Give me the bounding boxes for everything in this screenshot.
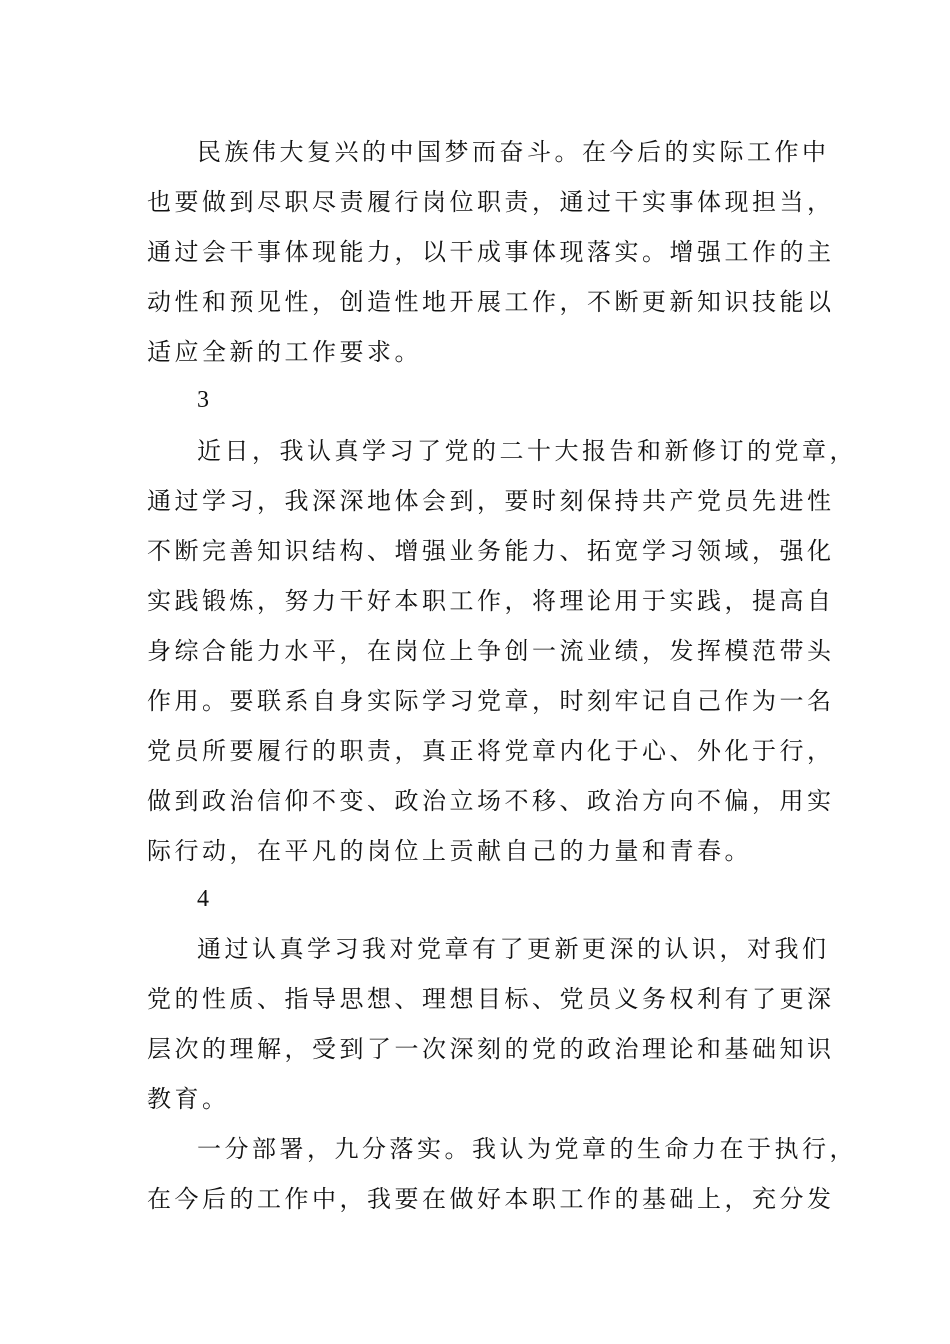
- text-line: 实践锻炼，努力干好本职工作，将理论用于实践，提高自: [147, 587, 835, 615]
- section-number: 3: [197, 387, 209, 413]
- text-line: 际行动，在平凡的岗位上贡献自己的力量和青春。: [147, 837, 752, 865]
- text-line: 近日，我认真学习了党的二十大报告和新修订的党章，: [197, 437, 857, 465]
- text-line: 做到政治信仰不变、政治立场不移、政治方向不偏，用实: [147, 787, 835, 815]
- text-line: 动性和预见性，创造性地开展工作，不断更新知识技能以: [147, 288, 835, 316]
- text-line: 民族伟大复兴的中国梦而奋斗。在今后的实际工作中: [197, 138, 830, 166]
- text-line: 适应全新的工作要求。: [147, 338, 422, 366]
- text-line: 党的性质、指导思想、理想目标、党员义务权利有了更深: [147, 985, 835, 1013]
- text-line: 在今后的工作中，我要在做好本职工作的基础上，充分发: [147, 1185, 835, 1213]
- text-line: 通过学习，我深深地体会到，要时刻保持共产党员先进性: [147, 487, 835, 515]
- text-line: 教育。: [147, 1085, 230, 1113]
- text-line: 党员所要履行的职责，真正将党章内化于心、外化于行，: [147, 737, 835, 765]
- text-line: 作用。要联系自身实际学习党章，时刻牢记自己作为一名: [147, 687, 835, 715]
- text-line: 通过认真学习我对党章有了更新更深的认识，对我们: [197, 935, 830, 963]
- section-number: 4: [197, 886, 209, 912]
- text-line: 层次的理解，受到了一次深刻的党的政治理论和基础知识: [147, 1035, 835, 1063]
- text-line: 身综合能力水平，在岗位上争创一流业绩，发挥模范带头: [147, 637, 835, 665]
- text-line: 通过会干事体现能力，以干成事体现落实。增强工作的主: [147, 238, 835, 266]
- text-line: 不断完善知识结构、增强业务能力、拓宽学习领域，强化: [147, 537, 835, 565]
- text-line: 一分部署，九分落实。我认为党章的生命力在于执行，: [197, 1135, 857, 1163]
- text-line: 也要做到尽职尽责履行岗位职责，通过干实事体现担当，: [147, 188, 835, 216]
